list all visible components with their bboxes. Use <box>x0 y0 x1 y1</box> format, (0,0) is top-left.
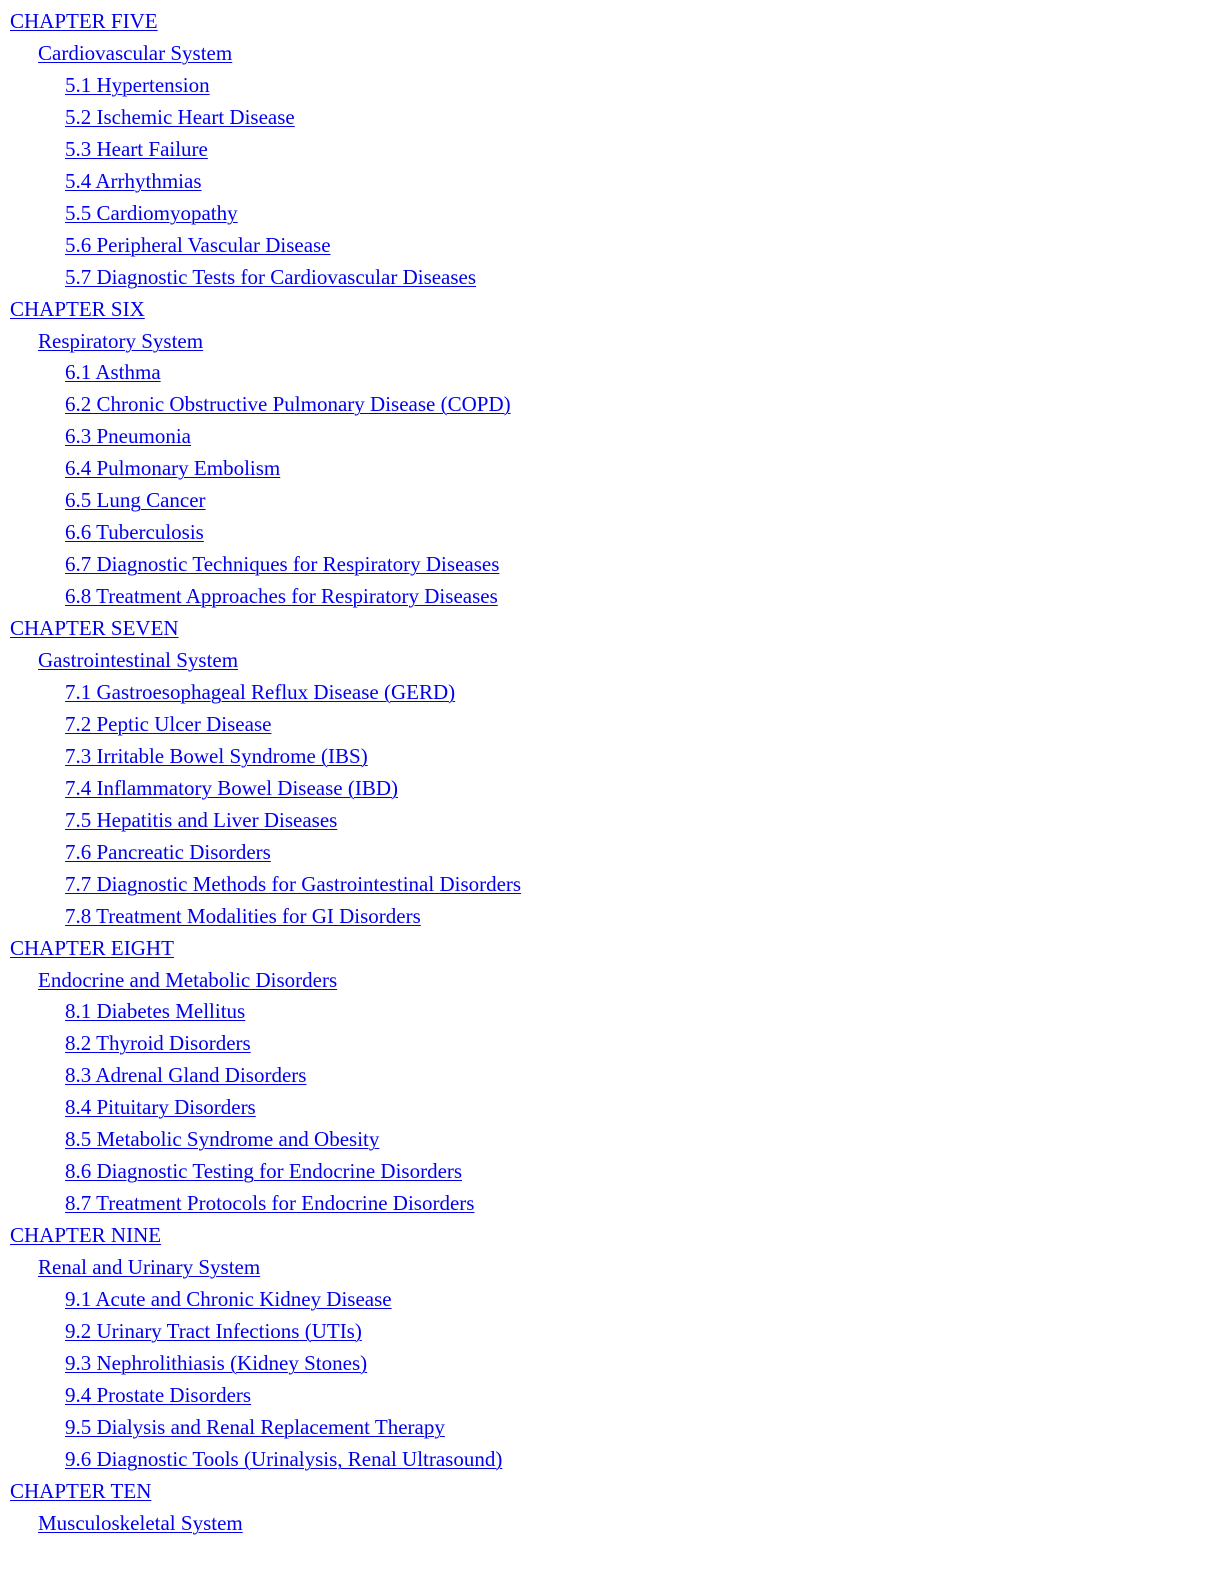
toc-subsection-link[interactable]: 9.6 Diagnostic Tools (Urinalysis, Renal Ultrasound) <box>65 1447 503 1471</box>
toc-entry <box>38 648 238 672</box>
toc-subsection-link[interactable]: 7.3 Irritable Bowel Syndrome (IBS) <box>65 744 368 768</box>
toc-entry <box>65 105 295 129</box>
toc-subsection-link[interactable]: 7.5 Hepatitis and Liver Diseases <box>65 808 338 832</box>
toc-entry <box>65 520 204 544</box>
toc-entry <box>65 424 191 448</box>
toc-entry <box>65 137 208 161</box>
toc-subsection-link[interactable]: 8.4 Pituitary Disorders <box>65 1095 256 1119</box>
toc-subsection-link[interactable]: 5.2 Ischemic Heart Disease <box>65 105 295 129</box>
toc-entry <box>65 680 455 704</box>
toc-subsection-link[interactable]: 9.1 Acute and Chronic Kidney Disease <box>65 1287 392 1311</box>
toc-subsection-link[interactable]: 6.8 Treatment Approaches for Respiratory Diseases <box>65 584 498 608</box>
toc-entry <box>65 1319 362 1343</box>
toc-entry <box>10 1223 161 1247</box>
toc-entry <box>65 1415 445 1439</box>
toc-subsection-link[interactable]: 8.1 Diabetes Mellitus <box>65 999 246 1023</box>
toc-subsection-link[interactable]: 8.3 Adrenal Gland Disorders <box>65 1063 307 1087</box>
toc-entry <box>65 872 521 896</box>
toc-entry <box>65 1127 379 1151</box>
toc-section-link[interactable]: Renal and Urinary System <box>38 1255 261 1279</box>
toc-subsection-link[interactable]: 7.1 Gastroesophageal Reflux Disease (GERD) <box>65 680 456 704</box>
toc-entry <box>65 392 511 416</box>
toc-entry <box>65 744 368 768</box>
toc-entry <box>65 552 499 576</box>
toc-entry <box>38 968 337 992</box>
toc-chapter-link[interactable]: CHAPTER EIGHT <box>10 936 174 960</box>
toc-entry <box>65 1287 392 1311</box>
toc-subsection-link[interactable]: 9.2 Urinary Tract Infections (UTIs) <box>65 1319 362 1343</box>
toc-entry <box>65 840 271 864</box>
toc-entry <box>65 201 238 225</box>
toc-entry <box>10 1479 151 1503</box>
toc-entry <box>65 1447 502 1471</box>
toc-chapter-link[interactable]: CHAPTER FIVE <box>10 9 158 33</box>
toc-chapter-link[interactable]: CHAPTER SEVEN <box>10 616 179 640</box>
toc-entry <box>65 1031 251 1055</box>
toc-subsection-link[interactable]: 7.2 Peptic Ulcer Disease <box>65 712 272 736</box>
toc-entry <box>10 936 174 960</box>
toc-entry <box>65 584 498 608</box>
toc-subsection-link[interactable]: 6.6 Tuberculosis <box>65 520 204 544</box>
toc-entry <box>65 1095 256 1119</box>
toc-subsection-link[interactable]: 9.3 Nephrolithiasis (Kidney Stones) <box>65 1351 368 1375</box>
toc-entry <box>65 1351 367 1375</box>
toc-entry <box>38 329 203 353</box>
toc-subsection-link[interactable]: 5.7 Diagnostic Tests for Cardiovascular Diseases <box>65 265 477 289</box>
toc-subsection-link[interactable]: 9.4 Prostate Disorders <box>65 1383 252 1407</box>
toc-subsection-link[interactable]: 6.2 Chronic Obstructive Pulmonary Disease (COPD) <box>65 392 511 416</box>
toc-subsection-link[interactable]: 6.5 Lung Cancer <box>65 488 206 512</box>
toc-section-link[interactable]: Gastrointestinal System <box>38 648 239 672</box>
toc-entry <box>65 456 280 480</box>
toc-subsection-link[interactable]: 6.7 Diagnostic Techniques for Respiratory Diseases <box>65 552 500 576</box>
toc-entry <box>65 1159 462 1183</box>
toc-subsection-link[interactable]: 5.3 Heart Failure <box>65 137 208 161</box>
toc-entry <box>65 808 337 832</box>
toc-section-link[interactable]: Respiratory System <box>38 329 204 353</box>
toc-subsection-link[interactable]: 9.5 Dialysis and Renal Replacement Therapy <box>65 1415 445 1439</box>
toc-subsection-link[interactable]: 8.6 Diagnostic Testing for Endocrine Disorders <box>65 1159 463 1183</box>
toc-entry <box>10 616 179 640</box>
toc-section-link[interactable]: Endocrine and Metabolic Disorders <box>38 968 338 992</box>
toc-subsection-link[interactable]: 6.4 Pulmonary Embolism <box>65 456 281 480</box>
toc-subsection-link[interactable]: 6.1 Asthma <box>65 360 161 384</box>
toc-entry <box>10 297 145 321</box>
toc-subsection-link[interactable]: 5.5 Cardiomyopathy <box>65 201 238 225</box>
toc-subsection-link[interactable]: 7.8 Treatment Modalities for GI Disorders <box>65 904 421 928</box>
toc-entry <box>38 1255 260 1279</box>
toc-entry <box>65 904 421 928</box>
toc-subsection-link[interactable]: 7.6 Pancreatic Disorders <box>65 840 271 864</box>
toc-entry <box>65 1063 306 1087</box>
toc-entry <box>65 999 245 1023</box>
toc-subsection-link[interactable]: 5.4 Arrhythmias <box>65 169 202 193</box>
toc-chapter-link[interactable]: CHAPTER NINE <box>10 1223 162 1247</box>
toc-subsection-link[interactable]: 5.1 Hypertension <box>65 73 210 97</box>
toc-entry <box>65 712 271 736</box>
toc-entry <box>65 169 202 193</box>
toc-entry <box>65 1383 251 1407</box>
toc-subsection-link[interactable]: 5.6 Peripheral Vascular Disease <box>65 233 331 257</box>
toc-subsection-link[interactable]: 7.7 Diagnostic Methods for Gastrointestinal Disorders <box>65 872 522 896</box>
toc-entry <box>65 233 331 257</box>
toc-chapter-link[interactable]: CHAPTER SIX <box>10 297 145 321</box>
toc-section-link[interactable]: Musculoskeletal System <box>38 1511 243 1535</box>
toc-entry <box>10 9 158 33</box>
toc-entry <box>65 776 398 800</box>
toc-subsection-link[interactable]: 7.4 Inflammatory Bowel Disease (IBD) <box>65 776 398 800</box>
toc-entry <box>38 41 232 65</box>
toc-chapter-link[interactable]: CHAPTER TEN <box>10 1479 152 1503</box>
toc-entry <box>65 265 476 289</box>
toc-entry <box>38 1511 243 1535</box>
toc-subsection-link[interactable]: 6.3 Pneumonia <box>65 424 191 448</box>
toc-subsection-link[interactable]: 8.7 Treatment Protocols for Endocrine Disorders <box>65 1191 475 1215</box>
toc-subsection-link[interactable]: 8.5 Metabolic Syndrome and Obesity <box>65 1127 380 1151</box>
toc-entry <box>65 73 210 97</box>
toc-section-link[interactable]: Cardiovascular System <box>38 41 233 65</box>
toc-entry <box>65 360 161 384</box>
toc-entry <box>65 1191 474 1215</box>
toc-subsection-link[interactable]: 8.2 Thyroid Disorders <box>65 1031 251 1055</box>
toc-entry <box>65 488 206 512</box>
